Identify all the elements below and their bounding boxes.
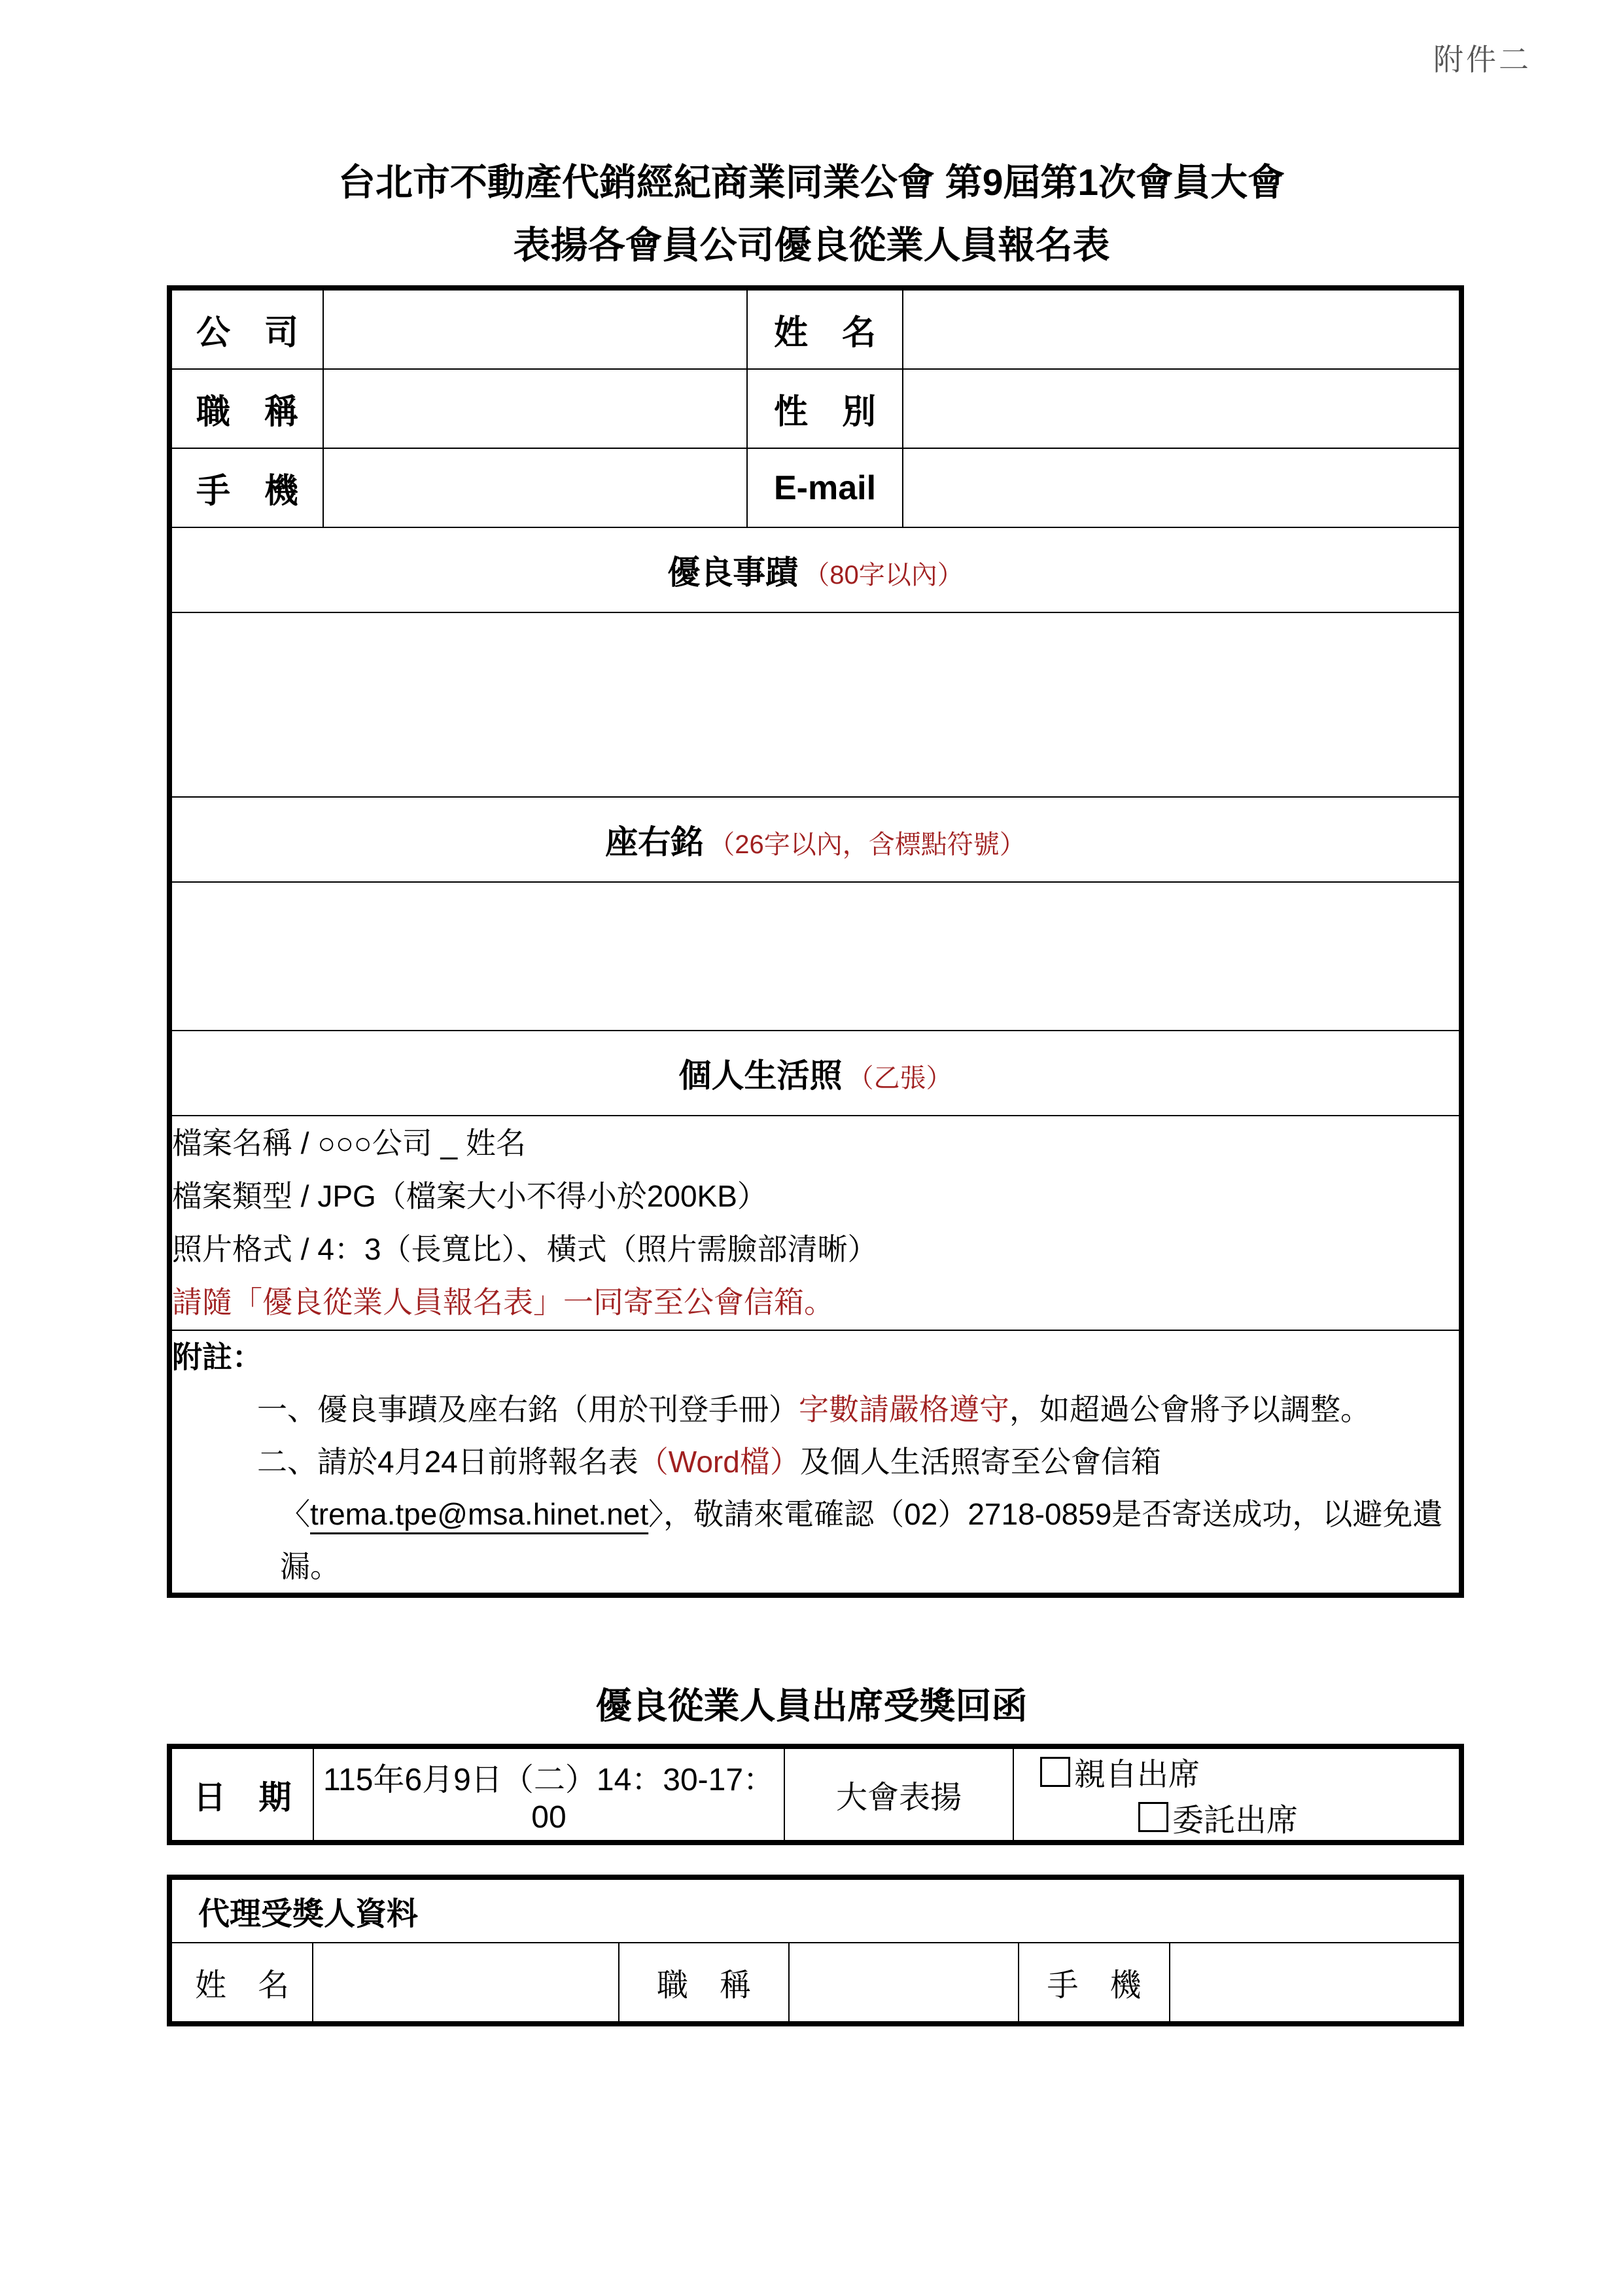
proxy-phone-input-cell[interactable] [1170,1943,1461,2024]
checkbox-square-icon[interactable] [1138,1802,1168,1832]
photo-limit-note: （乙張） [847,1064,952,1093]
angle-bracket-open: 〈 [280,1497,310,1531]
motto-section-header [169,797,1461,882]
company-input-cell[interactable] [323,288,747,369]
table-row [169,1031,1461,1116]
proxy-title-input-cell[interactable] [789,1943,1019,2024]
name-label-cell: 姓 名 [747,288,903,369]
photo-spec-filename: 檔案名稱 / ○○○公司 _ 姓名 [172,1126,526,1160]
motto-limit-note: （26字以內，含標點符號） [708,830,1026,859]
date-label-cell: 日 期 [169,1746,313,1843]
gender-label-cell: 性 別 [747,369,903,448]
motto-input-area[interactable] [169,882,1461,1031]
name-input-cell[interactable] [903,288,1461,369]
table-row [169,1943,1461,2024]
angle-bracket-close: 〉 [648,1497,664,1531]
table-row [169,1330,1461,1595]
table-row [169,1746,1461,1843]
table-row [169,797,1461,882]
remark-item-2 [172,1436,1459,1488]
association-email-link[interactable]: trema.tpe@msa.hinet.net [310,1497,649,1531]
remark-item-1 [172,1383,1459,1436]
photo-section-title: 個人生活照 [678,1057,843,1094]
photo-spec-filetype: 檔案類型 / JPG（檔案大小不得小於200KB） [172,1179,767,1213]
remark-1-red-text: 字數請嚴格遵守 [799,1392,1009,1426]
table-row [169,369,1461,448]
photo-specs-cell [169,1116,1461,1330]
job-title-label-cell: 職 稱 [169,369,323,448]
event-label-cell: 大會表揚 [784,1746,1013,1843]
registration-table [167,285,1464,1598]
motto-section-title: 座右銘 [605,824,704,860]
date-value-cell: 115年6月9日（二）14：30-17：00 [313,1746,784,1843]
proxy-phone-label-cell: 手 機 [1019,1943,1170,2024]
table-row [169,527,1461,612]
deeds-input-area[interactable] [169,612,1461,797]
remark-2-text: 二、請於4月24日前將報名表 [257,1445,638,1479]
company-label-cell: 公 司 [169,288,323,369]
proxy-section-header: 代理受獎人資料 [169,1877,1461,1943]
remark-1-tail: ，如超過公會將予以調整。 [1009,1392,1370,1426]
attend-in-person-checkbox[interactable] [1040,1749,1200,1794]
photo-spec-mail-note: 請隨「優良從業人員報名表」一同寄至公會信箱。 [172,1285,834,1319]
attendance-choice-cell [1013,1746,1461,1843]
mobile-label-cell: 手 機 [169,448,323,527]
email-input-cell[interactable] [903,448,1461,527]
table-row [169,288,1461,369]
proxy-name-label-cell: 姓 名 [169,1943,313,2024]
reply-section-title: 優良從業人員出席受獎回函 [595,1686,1028,1726]
photo-spec-format: 照片格式 / 4：3（長寬比）、橫式（照片需臉部清晰） [172,1232,878,1266]
checkbox-square-icon[interactable] [1040,1757,1070,1787]
table-row [169,882,1461,1031]
email-label-cell: E-mail [747,448,903,527]
remarks-cell [169,1330,1461,1595]
attend-by-proxy-label: 委託出席 [1172,1803,1299,1838]
page-subtitle: 表揚各會員公司優良從業人員報名表 [513,224,1110,266]
deeds-section-header [169,527,1461,612]
remarks-label: 附註： [172,1340,262,1374]
gender-input-cell[interactable] [903,369,1461,448]
deeds-section-title: 優良事蹟 [667,554,799,591]
table-row [169,1877,1461,1943]
table-row [169,448,1461,527]
page-title: 台北市不動產代銷經紀商業同業公會 第9屆第1次會員大會 [338,162,1285,203]
remark-2-red-text: （Word檔） [638,1445,800,1479]
proxy-title-label-cell: 職 稱 [619,1943,789,2024]
table-row [169,1116,1461,1330]
reply-table [167,1744,1464,1845]
attend-by-proxy-checkbox[interactable] [1138,1795,1298,1840]
job-title-input-cell[interactable] [323,369,747,448]
proxy-name-input-cell[interactable] [313,1943,619,2024]
attachment-label: 附件二 [1433,43,1531,77]
proxy-recipient-table [167,1875,1464,2026]
remark-3-tail: ，敬請來電確認（02）2718-0859是否寄送成功，以避免遺漏。 [280,1497,1443,1583]
remark-2-tail: 及個人生活照寄至公會信箱 [799,1445,1161,1479]
remark-1-text: 一、優良事蹟及座右銘（用於刊登手冊） [257,1392,799,1426]
table-row [169,612,1461,797]
photo-section-header [169,1031,1461,1116]
attend-in-person-label: 親自出席 [1074,1757,1200,1792]
deeds-limit-note: （80字以內） [803,561,964,590]
mobile-input-cell[interactable] [323,448,747,527]
remark-item-3 [172,1488,1459,1593]
